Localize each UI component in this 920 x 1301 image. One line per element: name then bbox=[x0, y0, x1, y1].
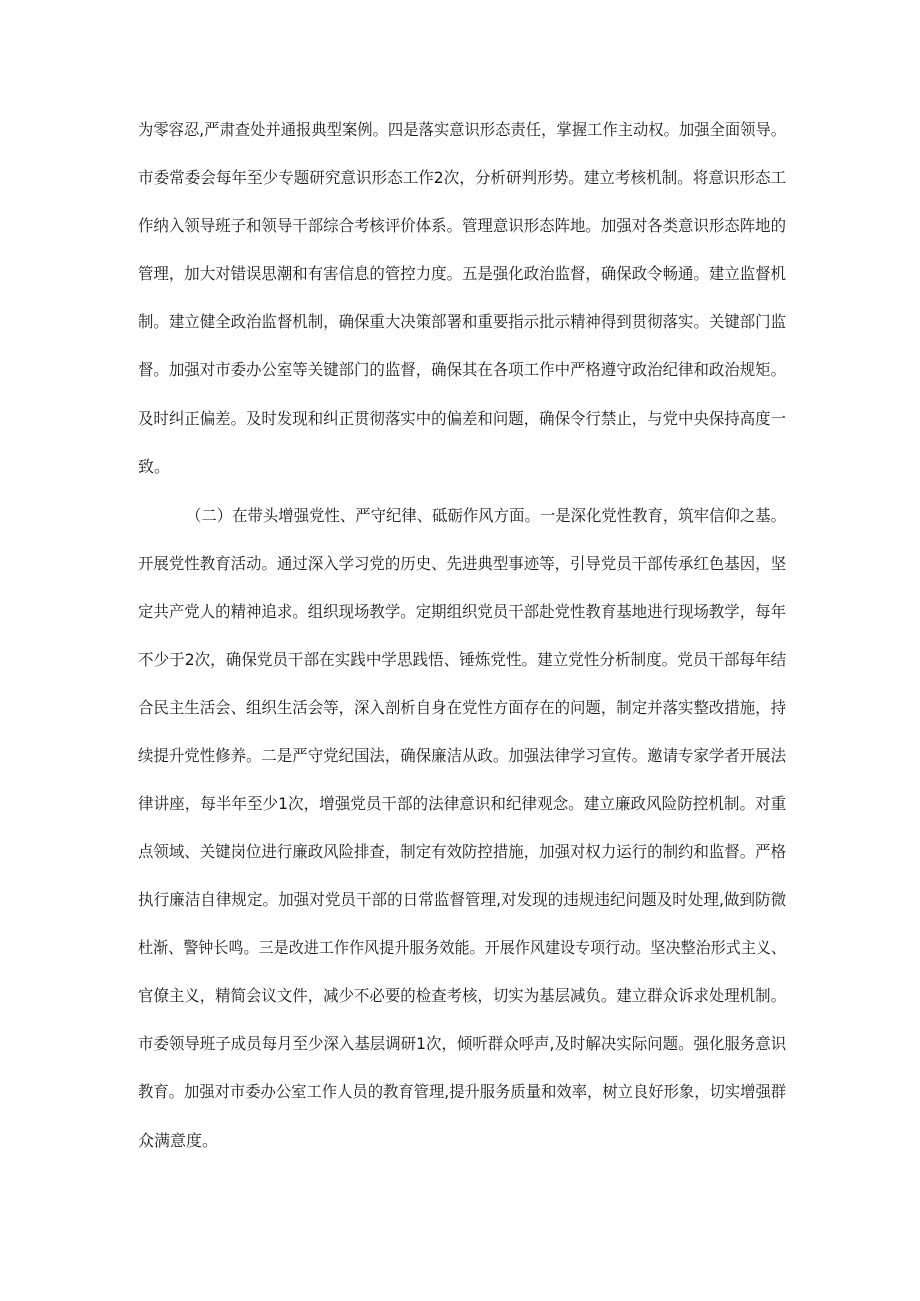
text-line: 为零容忍,严肃查处并通报典型案例。四是落实意识形态责任，掌握工作主动权。加强全面领导。 bbox=[138, 120, 787, 139]
text-line: 合民主生活会、组织生活会等，深入剖析自身在党性方面存在的问题，制定并落实整改措施，持 bbox=[138, 698, 787, 717]
text-line: 不少于2次，确保党员干部在实践中学思践悟、锤炼党性。建立党性分析制度。党员干部每年结 bbox=[138, 650, 787, 669]
text-line: 致。 bbox=[138, 457, 171, 476]
text-line: 点领域、关键岗位进行廉政风险排查，制定有效防控措施，加强对权力运行的制约和监督。严格 bbox=[138, 842, 787, 861]
text-line: 定共产党人的精神追求。组织现场教学。定期组织党员干部赴党性教育基地进行现场教学，每年 bbox=[138, 602, 787, 621]
text-line: （二）在带头增强党性、严守纪律、砥砺作风方面。一是深化党性教育，筑牢信仰之基。 bbox=[186, 506, 786, 525]
text-line: 续提升党性修养。二是严守党纪国法，确保廉洁从政。加强法律学习宣传。邀请专家学者开展法 bbox=[138, 746, 787, 765]
text-line: 管理，加大对错误思潮和有害信息的管控力度。五是强化政治监督，确保政令畅通。建立监督机 bbox=[138, 264, 787, 283]
text-line: 众满意度。 bbox=[138, 1131, 219, 1150]
text-line: 开展党性教育活动。通过深入学习党的历史、先进典型事迹等，引导党员干部传承红色基因，坚 bbox=[138, 554, 787, 573]
text-line: 教育。加强对市委办公室工作人员的教育管理,提升服务质量和效率，树立良好形象，切实增强群 bbox=[138, 1082, 787, 1101]
text-line: 律讲座，每半年至少1次，增强党员干部的法律意识和纪律观念。建立廉政风险防控机制。对重 bbox=[138, 794, 787, 813]
text-line: 督。加强对市委办公室等关键部门的监督，确保其在各项工作中严格遵守政治纪律和政治规矩。 bbox=[138, 360, 787, 379]
text-line: 制。建立健全政治监督机制，确保重大决策部署和重要指示批示精神得到贯彻落实。关键部门监 bbox=[138, 312, 787, 331]
text-line: 作纳入领导班子和领导干部综合考核评价体系。管理意识形态阵地。加强对各类意识形态阵地的 bbox=[138, 216, 787, 235]
text-line: 市委领导班子成员每月至少深入基层调研1次，倾听群众呼声,及时解决实际问题。强化服务意识 bbox=[138, 1034, 787, 1053]
text-line: 杜渐、警钟长鸣。三是改进工作作风提升服务效能。开展作风建设专项行动。坚决整治形式主义、 bbox=[138, 938, 787, 957]
text-line: 官僚主义，精简会议文件，减少不必要的检查考核，切实为基层减负。建立群众诉求处理机制。 bbox=[138, 986, 787, 1005]
text-line: 市委常委会每年至少专题研究意识形态工作2次，分析研判形势。建立考核机制。将意识形态工 bbox=[138, 168, 787, 187]
text-line: 及时纠正偏差。及时发现和纠正贯彻落实中的偏差和问题，确保令行禁止，与党中央保持高度一 bbox=[138, 409, 787, 428]
text-line: 执行廉洁自律规定。加强对党员干部的日常监督管理,对发现的违规违纪问题及时处理,做到防微 bbox=[138, 890, 787, 909]
